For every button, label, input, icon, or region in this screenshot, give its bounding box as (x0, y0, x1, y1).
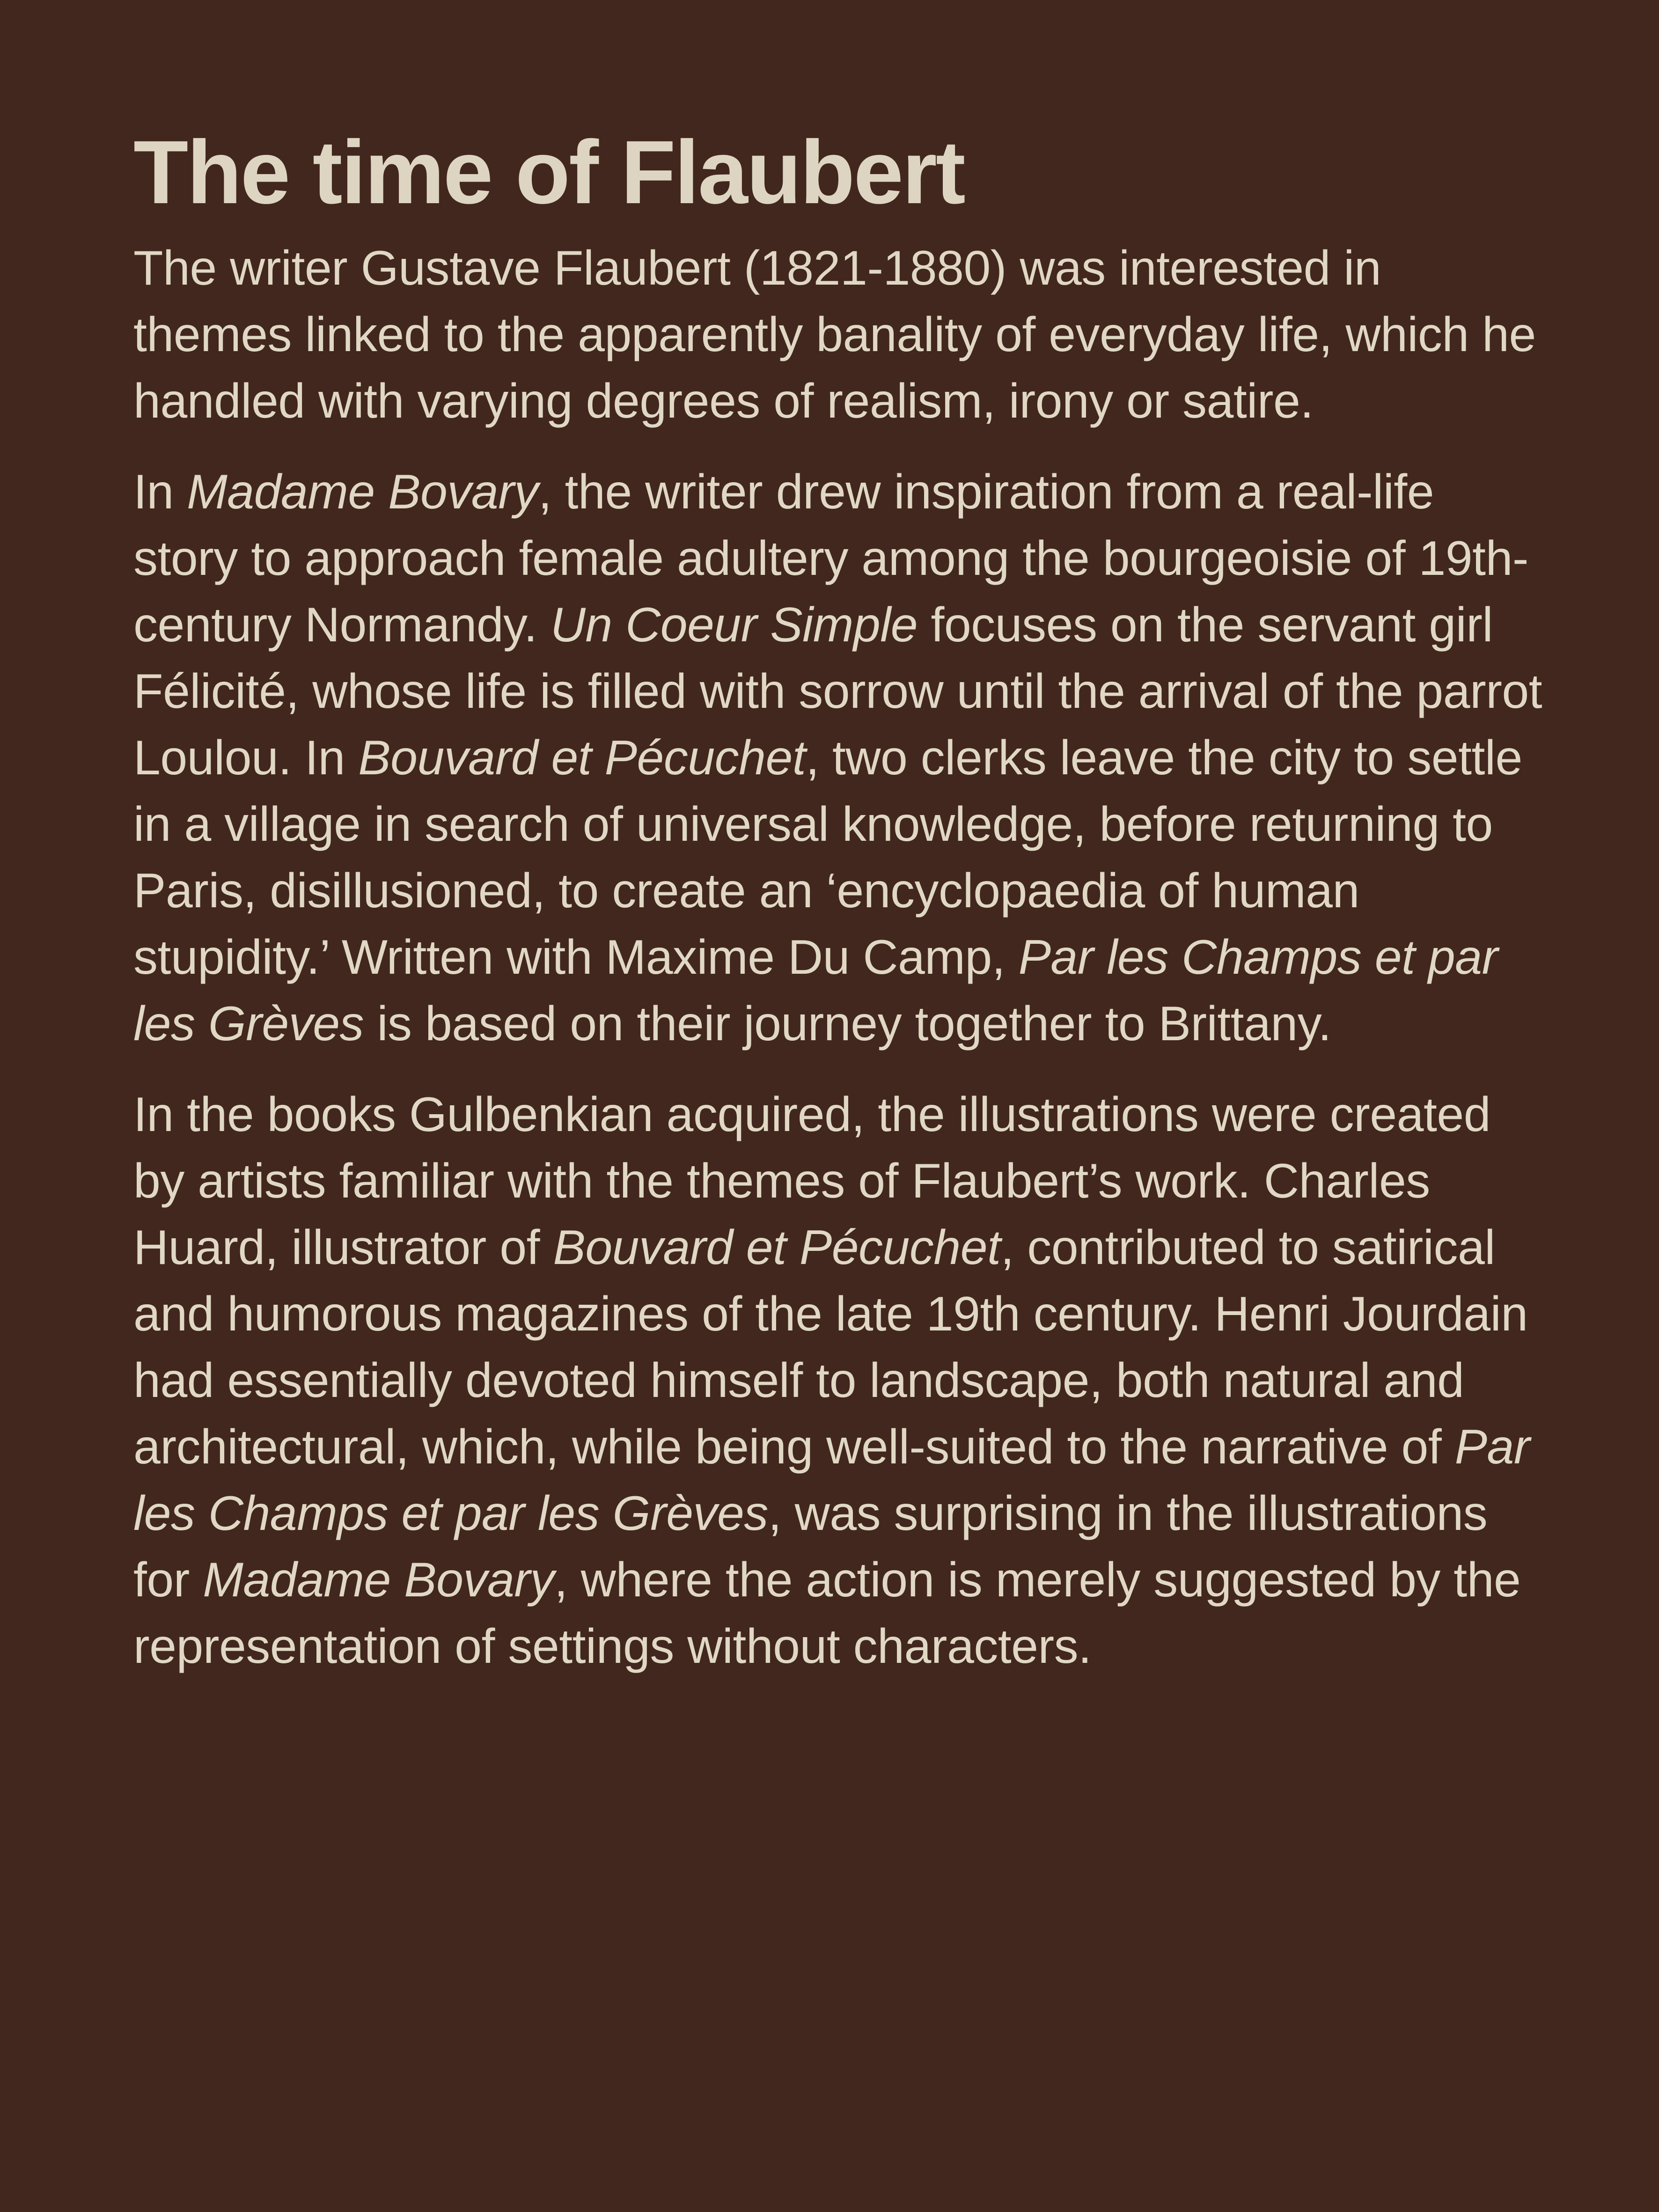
paragraph-illustrators (133, 1081, 1547, 1680)
text-span: , the writer drew inspiration from a real-life story to approach female adultery among the bourgeoisie of 19th-century Normandy. (133, 465, 1529, 652)
text-panel (133, 122, 1547, 1704)
text-span: , contributed to satirical and humorous magazines of the late 19th century. Henri Jourdain had essentially devoted himself to landscape, both natural and architectural, which, while being well-suited to the narrative of (133, 1220, 1528, 1474)
text-span: is based on their journey together to Brittany. (364, 997, 1331, 1051)
text-span: The writer Gustave Flaubert (1821-1880) was interested in themes linked to the apparently banality of everyday life, which he handled with varying degrees of realism, irony or satire. (133, 241, 1536, 428)
text-span: , where the action is merely suggested by the representation of settings without characters. (133, 1553, 1521, 1674)
text-span: , was surprising in the illustrations for (133, 1486, 1488, 1607)
book-title: Un Coeur Simple (550, 598, 918, 652)
book-title: Madame Bovary (187, 465, 538, 519)
book-title: Bouvard et Pécuchet (553, 1220, 1001, 1275)
text-span: In the books Gulbenkian acquired, the illustrations were created by artists familiar with the themes of Flaubert’s work. Charles Huard, illustrator of (133, 1088, 1491, 1275)
paragraph-works (133, 459, 1547, 1057)
book-title: Par les Champs et par les Grèves (133, 930, 1498, 1051)
page-title: The time of Flaubert (133, 122, 964, 222)
book-title: Madame Bovary (203, 1553, 554, 1607)
text-span: , two clerks leave the city to settle in a village in search of universal knowledge, before returning to Paris, disillusioned, to create an ‘encyclopaedia of human stupidity.’ Written with Maxime Du Camp, (133, 731, 1522, 985)
book-title: Par les Champs et par les Grèves (133, 1420, 1530, 1541)
text-span: focuses on the servant girl Félicité, whose life is filled with sorrow until the arrival of the parrot Loulou. In (133, 598, 1542, 785)
book-title: Bouvard et Pécuchet (358, 731, 806, 785)
text-span: In (133, 465, 187, 519)
paragraph-intro (133, 235, 1547, 434)
